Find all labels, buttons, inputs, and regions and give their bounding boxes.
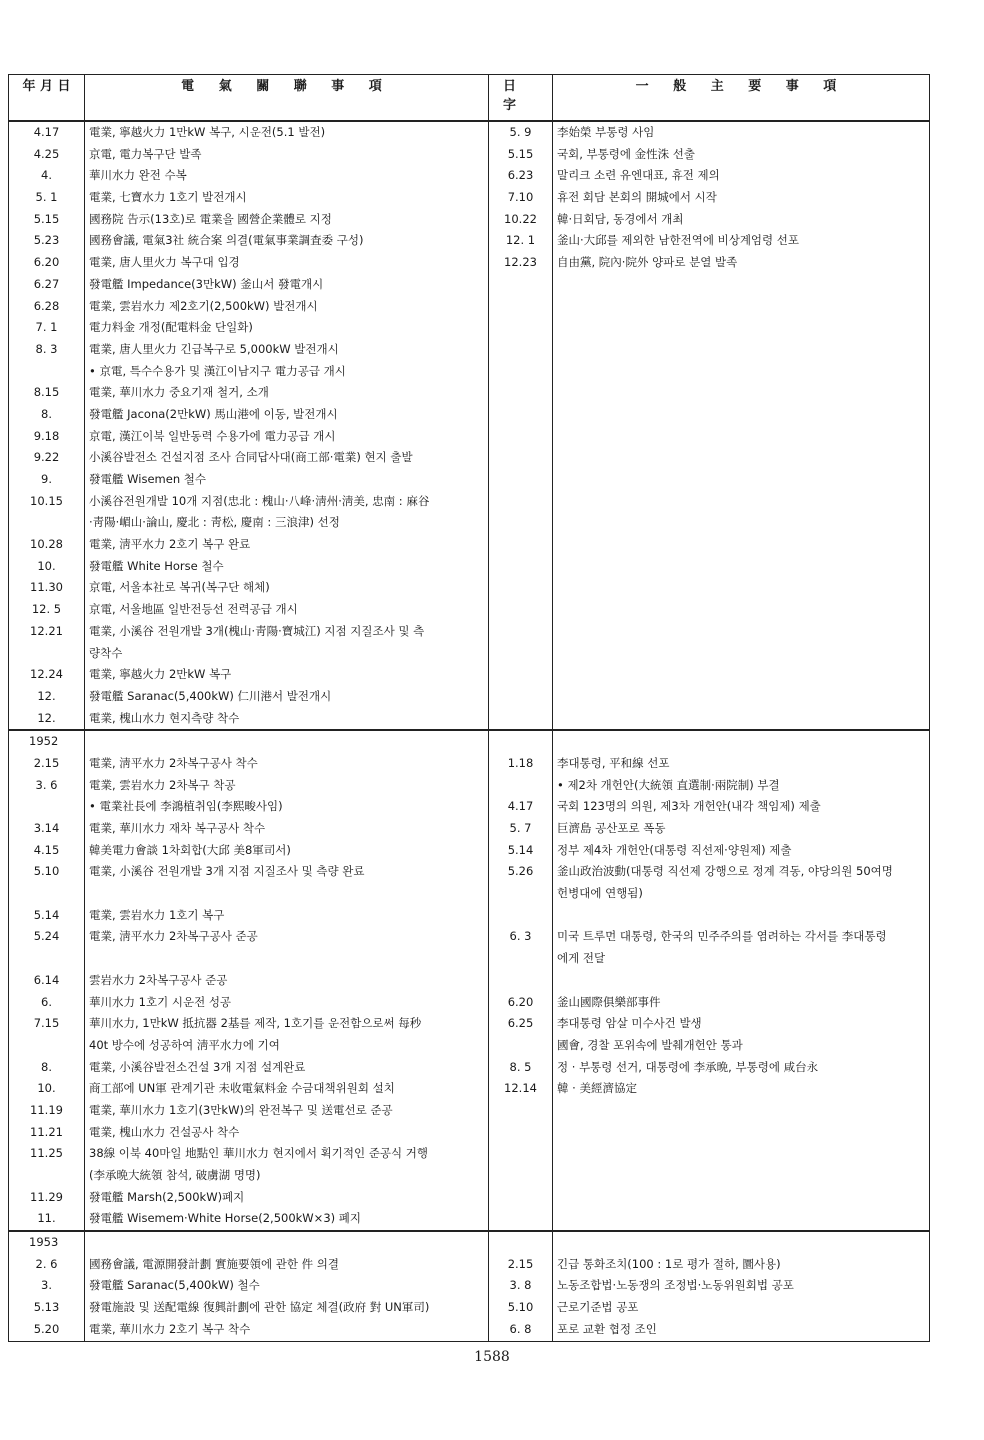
table-row: [9, 382, 930, 404]
table-row: [9, 361, 930, 383]
general-date: 5.10: [507, 1300, 534, 1315]
event-date: 11.25: [30, 1146, 63, 1161]
table-row: [9, 840, 930, 862]
event-date: 7.15: [33, 1016, 60, 1031]
year-label: 1953: [29, 1235, 59, 1250]
general-event-text: 李대통령 암살 미수사건 발생: [557, 1016, 702, 1031]
table-row: [9, 1057, 930, 1079]
event-date: 4.25: [33, 146, 60, 161]
event-date: 5.15: [33, 211, 60, 226]
event-date: 10.: [37, 558, 56, 573]
electric-event-text: 電業, 小溪谷발전소건설 3개 지점 설계완료: [89, 1059, 306, 1074]
electric-event-text: 華川水力, 1만kW 抵抗器 2基를 제작, 1호기를 운전함으로써 每秒: [89, 1016, 422, 1031]
general-date: [489, 426, 552, 448]
general-date: [489, 1187, 552, 1209]
general-event-text: 李始榮 부통령 사임: [557, 125, 655, 139]
event-date: 8.15: [33, 385, 60, 400]
event-date: 3.: [41, 1278, 52, 1293]
event-date: 11.21: [30, 1124, 63, 1139]
general-date: 5.14: [507, 842, 534, 857]
general-date: [489, 577, 552, 599]
header-date: 年 月 日: [9, 75, 85, 122]
electric-event-text: 發電艦 Saranac(5,400kW) 철수: [89, 1278, 260, 1293]
general-event-text: 긴급 통화조치(100 : 1로 평가 절하, 圜사용): [557, 1256, 781, 1271]
electric-event-text: 電業, 唐人里火力 복구대 입경: [89, 255, 240, 270]
event-date: 8. 3: [35, 341, 58, 356]
electric-event-text: 電業, 雲岩水力 1호기 복구: [89, 907, 225, 922]
general-event-text: 말리크 소련 유엔대표, 휴전 제의: [557, 168, 720, 183]
general-date: [489, 621, 552, 643]
electric-event-text: 電業, 寧越火力 1만kW 복구, 시운전(5.1 발전): [89, 125, 326, 139]
event-date: 11.30: [30, 580, 63, 595]
electric-event-text: 京電, 서울地區 일반전등선 전력공급 개시: [89, 602, 298, 617]
electric-event-text: 發電艦 Wisemem·White Horse(2,500kW×3) 폐지: [89, 1211, 361, 1226]
general-date: 12. 1: [505, 233, 536, 248]
event-date: [9, 361, 84, 383]
table-row: [9, 1275, 930, 1297]
event-date: 6.27: [33, 276, 60, 291]
year-row: [9, 1231, 930, 1254]
general-event-text: 韓·日회담, 동경에서 개최: [557, 211, 684, 226]
table-row: [9, 1013, 930, 1056]
table-row: [9, 818, 930, 840]
event-date: 12.: [37, 688, 56, 703]
event-date: 12.: [37, 710, 56, 725]
electric-event-text: 京電, 電力복구단 발족: [89, 146, 202, 161]
general-date: 4.17: [507, 799, 534, 814]
general-date: [489, 664, 552, 686]
event-date: 11.29: [30, 1189, 63, 1204]
general-event-text: 포로 교환 협정 조인: [557, 1321, 657, 1336]
table-row: [9, 469, 930, 491]
general-event-text: 釜山國際俱樂部事件: [557, 994, 661, 1009]
event-date: 6.14: [33, 972, 60, 987]
table-row: [9, 274, 930, 296]
event-date: 5.14: [33, 907, 60, 922]
electric-event-text: 國務院 告示(13호)로 電業을 國營企業體로 지정: [89, 211, 332, 226]
electric-event-text: 電力料金 개정(配電料金 단일화): [89, 320, 253, 335]
general-date: [489, 469, 552, 491]
general-event-text: 韓 · 美經濟協定: [557, 1081, 637, 1096]
general-date: [489, 339, 552, 361]
electric-event-text: 電業, 七寶水力 1호기 발전개시: [89, 190, 247, 205]
general-date: [489, 775, 552, 797]
general-event-text: 정부 제4차 개헌안(대통령 직선제·양원제) 제출: [557, 842, 792, 857]
electric-event-text: 電業, 小溪谷 전원개발 3개 지점 지질조사 및 측량 완료: [89, 864, 365, 879]
general-event-text: 自由黨, 院內·院外 양파로 분열 발족: [557, 255, 738, 270]
table-row: [9, 599, 930, 621]
electric-event-text: 電業, 小溪谷 전원개발 3개(槐山·靑陽·寶城江) 지점 지질조사 및 측: [89, 623, 425, 638]
table-row: [9, 1319, 930, 1341]
electric-event-text: 發電艦 Saranac(5,400kW) 仁川港서 발전개시: [89, 688, 332, 703]
general-date: [489, 708, 552, 730]
year-row: [9, 730, 930, 753]
table-row: [9, 1143, 930, 1186]
electric-event-text: 40t 방수에 성공하여 淸平水力에 기여: [89, 1037, 280, 1052]
electric-event-text: 京電, 漢江이북 일반동력 수용가에 電力공급 개시: [89, 428, 336, 443]
general-date: 7.10: [507, 190, 534, 205]
event-date: 11.19: [30, 1102, 63, 1117]
event-date: 5.10: [33, 864, 60, 879]
electric-event-text: ·靑陽·嵋山·論山, 慶北 : 靑松, 慶南 : 三浪津) 선정: [89, 515, 340, 530]
general-date: [489, 382, 552, 404]
electric-event-text: 電業, 華川水力 중요기재 철거, 소개: [89, 385, 269, 400]
general-date: 6.23: [507, 168, 534, 183]
general-date: 12.14: [504, 1081, 537, 1096]
event-date: 9.18: [33, 428, 60, 443]
table-row: [9, 970, 930, 992]
general-event-text: 휴전 회담 본회의 開城에서 시작: [557, 190, 717, 205]
electric-event-text: 電業, 雲岩水力 2차복구 착공: [89, 777, 236, 792]
table-row: [9, 252, 930, 274]
event-date: 10.: [37, 1081, 56, 1096]
general-date: [489, 970, 552, 992]
electric-event-text: 량착수: [89, 645, 123, 660]
table-row: [9, 753, 930, 775]
table-row: [9, 317, 930, 339]
table-row: [9, 296, 930, 318]
table-row: [9, 775, 930, 797]
electric-event-text: 電業, 槐山水力 건설공사 착수: [89, 1124, 240, 1139]
electric-event-text: 小溪谷전원개발 10개 지점(忠北 : 槐山·八峰·淸州·淸美, 忠南 : 麻谷: [89, 493, 430, 508]
general-event-text: 국회 123명의 의원, 제3차 개헌안(내각 책임제) 제출: [557, 799, 821, 814]
event-date: [9, 796, 84, 818]
general-date: [489, 1122, 552, 1144]
electric-event-text: 發電艦 Marsh(2,500kW)폐지: [89, 1189, 245, 1204]
electric-event-text: 商工部에 UN軍 관계기관 未收電氣料金 수금대책위원회 설치: [89, 1081, 395, 1096]
event-date: 7. 1: [35, 320, 58, 335]
table-body: [9, 121, 930, 1341]
general-date: 1.18: [507, 755, 534, 770]
general-date: [489, 447, 552, 469]
general-event-text: 釜山政治波動(대통령 직선제 강행으로 정계 격동, 야당의원 50여명: [557, 864, 893, 879]
general-event-text: 국회, 부통령에 金性洙 선출: [557, 146, 695, 161]
general-date: [489, 534, 552, 556]
event-date: 2. 6: [35, 1256, 58, 1271]
general-date: 6.20: [507, 994, 534, 1009]
general-date: [489, 905, 552, 927]
event-date: 3. 6: [35, 777, 58, 792]
electric-event-text: 電業, 華川水力 1호기(3만kW)의 완전복구 및 送電선로 준공: [89, 1102, 393, 1117]
table-row: [9, 686, 930, 708]
general-date: [489, 491, 552, 513]
general-date: 6. 3: [509, 929, 532, 944]
general-date: [489, 274, 552, 296]
electric-event-text: 發電艦 White Horse 철수: [89, 558, 224, 573]
page-number: 1588: [474, 1349, 510, 1365]
chronology-table: [8, 74, 930, 1342]
table-header-row: [9, 75, 930, 122]
electric-event-text: 電業, 寧越火力 2만kW 복구: [89, 667, 232, 682]
table-row: [9, 534, 930, 556]
event-date: 9.22: [33, 450, 60, 465]
general-date: [489, 556, 552, 578]
general-event-text: 노동조합법·노동쟁의 조정법·노동위원회법 공포: [557, 1278, 794, 1293]
table-row: [9, 1254, 930, 1276]
general-date: 8. 5: [509, 1059, 532, 1074]
table-row: [9, 1208, 930, 1231]
electric-event-text: 華川水力 완전 수복: [89, 168, 187, 183]
event-date: 5. 1: [35, 190, 58, 205]
electric-event-text: 發電艦 Wisemen 철수: [89, 472, 206, 486]
electric-event-text: 雲岩水力 2차복구공사 준공: [89, 972, 228, 987]
table-row: [9, 230, 930, 252]
general-date: 3. 8: [509, 1278, 532, 1293]
header-date-2: 日 字: [489, 75, 553, 122]
general-event-text: • 제2차 개헌안(大統領 直選制·兩院制) 부결: [557, 777, 780, 792]
general-date: [489, 404, 552, 426]
table-row: [9, 447, 930, 469]
event-date: 4.17: [33, 125, 60, 139]
general-date: [489, 1100, 552, 1122]
electric-event-text: 電業, 淸平水力 2차복구공사 준공: [89, 929, 258, 944]
event-date: 5.23: [33, 233, 60, 248]
table-row: [9, 121, 930, 144]
event-date: 6.20: [33, 255, 60, 270]
electric-event-text: 電業, 淸平水力 2차복구공사 착수: [89, 755, 258, 770]
general-date: [489, 686, 552, 708]
event-date: 9.: [41, 472, 52, 486]
general-date: 12.23: [504, 255, 537, 270]
header-electric-events: 電 氣 關 聯 事 項: [85, 75, 489, 122]
electric-event-text: 發電艦 Impedance(3만kW) 釜山서 發電개시: [89, 276, 324, 291]
event-date: 10.28: [30, 537, 63, 552]
general-event-text: 李대통령, 平和線 선포: [557, 755, 670, 770]
electric-event-text: 電業, 華川水力 재차 복구공사 착수: [89, 821, 266, 835]
general-date: 5. 9: [509, 125, 532, 139]
event-date: 4.15: [33, 842, 60, 857]
event-date: 4.: [41, 168, 52, 183]
event-date: 6.28: [33, 298, 60, 313]
table-row: [9, 556, 930, 578]
general-date: [489, 296, 552, 318]
electric-event-text: 電業, 唐人里火力 긴급복구로 5,000kW 발전개시: [89, 341, 339, 356]
general-event-text: 미국 트루먼 대통령, 한국의 민주주의를 염려하는 각서를 李대통령: [557, 929, 887, 944]
general-date: [489, 361, 552, 383]
electric-event-text: 電業, 華川水力 2호기 복구 착수: [89, 1321, 251, 1336]
table-row: [9, 339, 930, 361]
header-general-events: 一 般 主 要 事 項: [553, 75, 930, 122]
event-date: 12.21: [30, 623, 63, 638]
table-row: [9, 1297, 930, 1319]
electric-event-text: (李承晩大統領 참석, 破虜湖 명명): [89, 1168, 261, 1182]
event-date: 5.24: [33, 929, 60, 944]
general-event-text: 근로기준법 공포: [557, 1300, 639, 1315]
general-date: [489, 599, 552, 621]
electric-event-text: • 京電, 특수수용가 및 漢江이남지구 電力공급 개시: [89, 363, 346, 378]
year-label: 1952: [29, 734, 59, 749]
electric-event-text: 華川水力 1호기 시운전 성공: [89, 994, 232, 1009]
table-row: [9, 1078, 930, 1100]
event-date: 12. 5: [31, 602, 62, 617]
general-event-text: 釜山·大邱를 제외한 남한전역에 비상계엄령 선포: [557, 233, 800, 248]
table-row: [9, 1100, 930, 1122]
general-date: 6. 8: [509, 1321, 532, 1336]
general-event-text: 에게 전달: [557, 951, 606, 966]
event-date: 2.15: [33, 755, 60, 770]
table-row: [9, 992, 930, 1014]
event-date: 5.20: [33, 1321, 60, 1336]
electric-event-text: 京電, 서울本社로 복귀(복구단 해체): [89, 580, 270, 595]
event-date: 8.: [41, 406, 52, 421]
electric-event-text: 38線 이북 40마일 地點인 華川水力 현지에서 획기적인 준공식 거행: [89, 1146, 428, 1161]
chronology-sheet: [8, 74, 929, 1342]
general-date: [489, 317, 552, 339]
table-row: [9, 708, 930, 731]
event-date: 6.: [41, 994, 52, 1009]
general-event-text: 헌병대에 연행됨): [557, 886, 643, 901]
electric-event-text: 電業, 槐山水力 현지측량 착수: [89, 710, 240, 725]
table-row: [9, 1122, 930, 1144]
table-row: [9, 796, 930, 818]
event-date: 3.14: [33, 821, 60, 835]
event-date: 10.15: [30, 493, 63, 508]
electric-event-text: 國務會議, 電源開發計劃 實施要領에 관한 件 의결: [89, 1256, 339, 1271]
table-row: [9, 1187, 930, 1209]
table-row: [9, 165, 930, 187]
electric-event-text: • 電業社長에 李鴻植취임(李熙畯사임): [89, 799, 283, 814]
table-row: [9, 621, 930, 664]
general-date: 10.22: [504, 211, 537, 226]
general-date: 5.15: [507, 146, 534, 161]
table-row: [9, 861, 930, 904]
table-row: [9, 905, 930, 927]
electric-event-text: 發電艦 Jacona(2만kW) 馬山港에 이동, 발전개시: [89, 406, 338, 421]
event-date: 5.13: [33, 1300, 60, 1315]
table-row: [9, 209, 930, 231]
table-row: [9, 187, 930, 209]
general-event-text: 정 · 부통령 선거, 대통령에 李承晩, 부통령에 咸台永: [557, 1059, 819, 1074]
table-row: [9, 426, 930, 448]
general-event-text: 巨濟島 공산포로 폭동: [557, 821, 666, 835]
general-date: 2.15: [507, 1256, 534, 1271]
table-row: [9, 577, 930, 599]
electric-event-text: 發電施設 및 送配電線 復興計劃에 관한 協定 체결(政府 對 UN軍司): [89, 1300, 430, 1315]
general-event-text: 國會, 경찰 포위속에 발췌개헌안 통과: [557, 1037, 743, 1052]
table-row: [9, 144, 930, 166]
general-date: 5.26: [507, 864, 534, 879]
table-row: [9, 926, 930, 969]
electric-event-text: 國務會議, 電氣3社 統合案 의결(電氣事業調査委 구성): [89, 233, 364, 248]
table-row: [9, 664, 930, 686]
electric-event-text: 電業, 雲岩水力 제2호기(2,500kW) 발전개시: [89, 298, 318, 313]
electric-event-text: 韓美電力會談 1차회합(大邱 美8軍司서): [89, 842, 291, 857]
general-date: [489, 1143, 552, 1165]
general-date: 5. 7: [509, 821, 532, 835]
table-row: [9, 404, 930, 426]
event-date: 11.: [37, 1211, 56, 1226]
general-date: [489, 1208, 552, 1230]
event-date: 12.24: [30, 667, 63, 682]
table-row: [9, 491, 930, 534]
electric-event-text: 小溪谷발전소 건설지점 조사 合同답사대(商工部·電業) 현지 출발: [89, 450, 413, 465]
general-date: 6.25: [507, 1016, 534, 1031]
electric-event-text: 電業, 淸平水力 2호기 복구 완료: [89, 537, 251, 552]
event-date: 8.: [41, 1059, 52, 1074]
